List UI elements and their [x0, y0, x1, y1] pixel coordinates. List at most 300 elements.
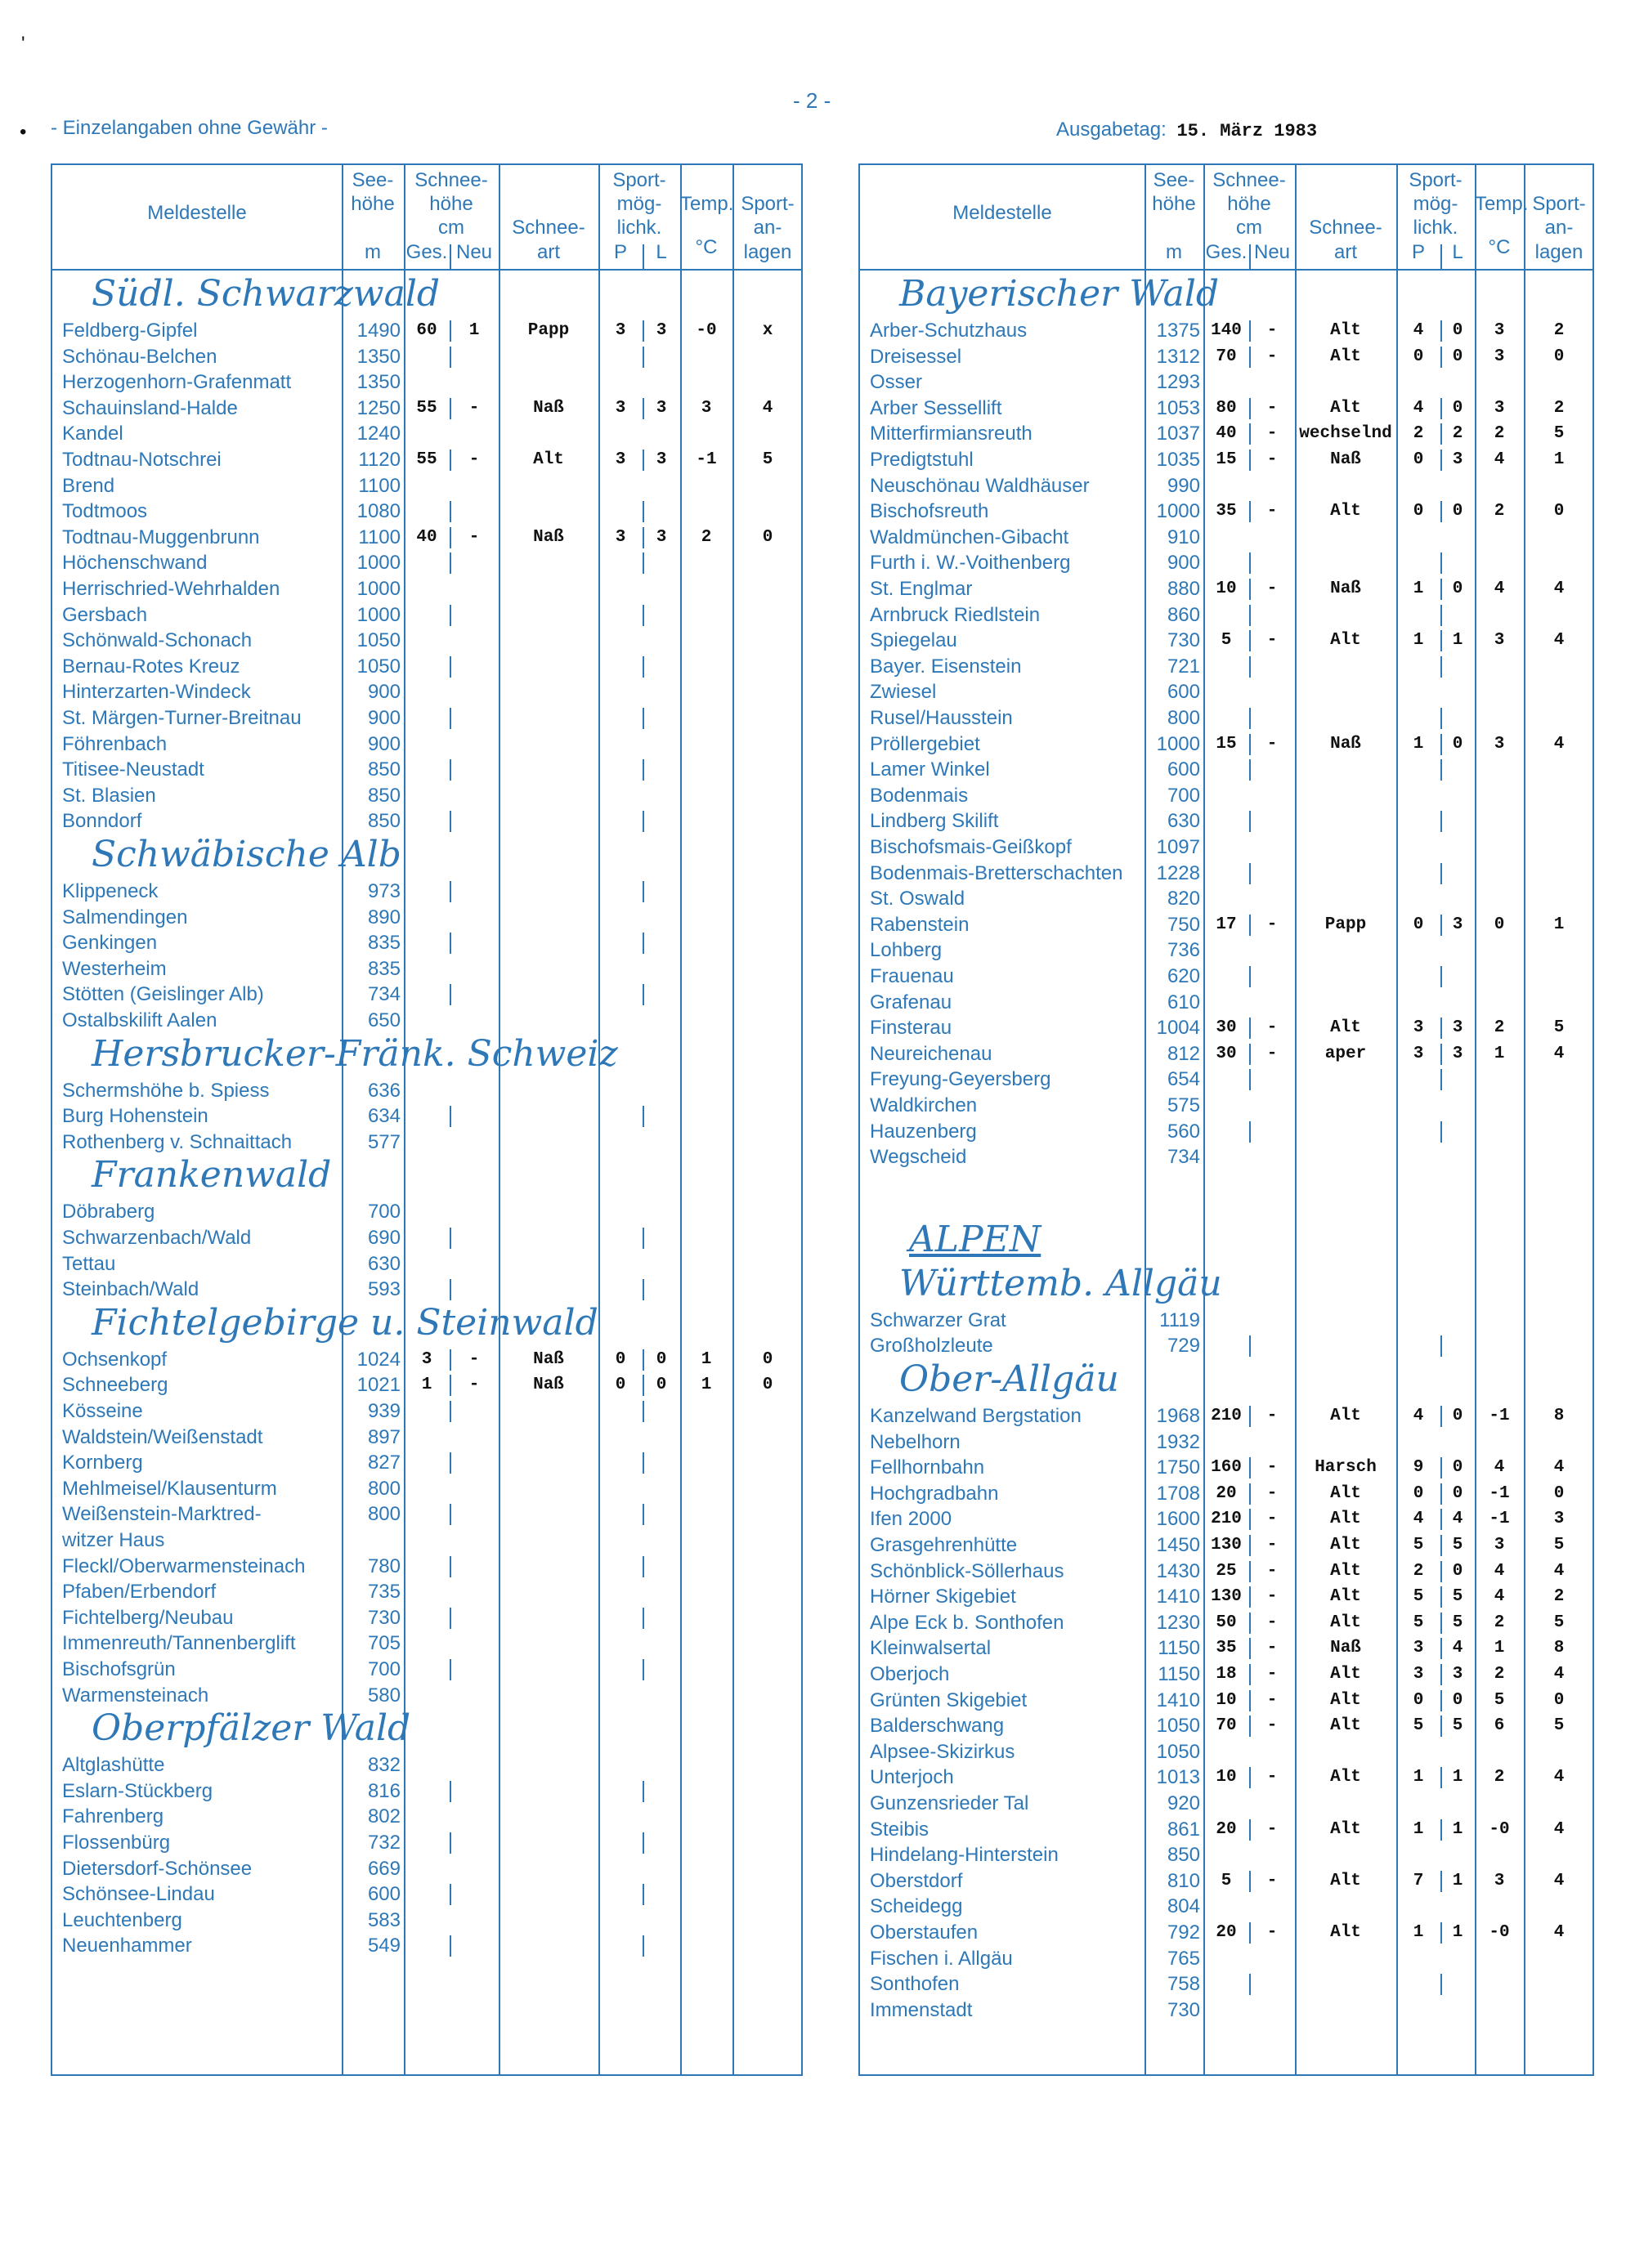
guide-tick — [1249, 966, 1251, 987]
column-header: See- — [352, 169, 394, 191]
guide-tick — [1249, 630, 1251, 651]
station-row — [52, 1199, 801, 1224]
section-heading: Fichtelgebirge u. Steinwald — [92, 1301, 598, 1344]
report-value: 1 — [468, 321, 480, 340]
section-heading: Frankenwald — [92, 1154, 332, 1197]
guide-tick — [1440, 398, 1442, 419]
station-row — [860, 757, 1592, 782]
station-name: Föhrenbach — [62, 732, 168, 755]
report-value: 55 — [416, 398, 437, 418]
report-value: - — [1266, 1639, 1278, 1658]
altitude-value: 800 — [367, 1503, 401, 1526]
guide-tick — [450, 501, 451, 522]
guide-tick — [1249, 1664, 1251, 1685]
station-row — [52, 1778, 801, 1804]
report-value: 70 — [1216, 1716, 1237, 1736]
report-value: 30 — [1216, 1044, 1237, 1063]
station-row — [52, 1251, 801, 1277]
report-value: 1 — [1413, 631, 1424, 651]
report-value: - — [1266, 450, 1278, 469]
report-value: - — [1266, 1018, 1278, 1038]
report-value: - — [1266, 1923, 1278, 1942]
report-value: 0 — [1452, 321, 1463, 340]
station-row — [52, 1398, 801, 1424]
station-name: Schönblick-Söllerhaus — [870, 1559, 1064, 1582]
report-value: 3 — [615, 450, 626, 469]
report-value: 5 — [1413, 1587, 1424, 1607]
altitude-value: 1932 — [1156, 1430, 1200, 1453]
guide-tick — [1249, 759, 1251, 781]
column-header: Ges. — [405, 241, 448, 263]
guide-tick — [1440, 1483, 1442, 1505]
station-row — [860, 937, 1592, 963]
station-row — [860, 1403, 1592, 1429]
guide-tick — [1440, 1871, 1442, 1892]
guide-tick — [1249, 1044, 1251, 1065]
altitude-value: 1000 — [356, 578, 401, 600]
station-row — [52, 879, 801, 904]
station-row — [860, 1868, 1592, 1894]
station-name: Schönau-Belchen — [62, 345, 217, 368]
report-value: 1 — [1452, 1923, 1463, 1942]
station-row — [860, 861, 1592, 886]
report-value: 2 — [1452, 424, 1463, 444]
section-heading: Ober-Allgäu — [899, 1358, 1119, 1400]
column-header: an- — [753, 217, 782, 239]
report-value: - — [1266, 579, 1278, 598]
guide-tick — [1440, 1586, 1442, 1608]
report-value: 5 — [1452, 1587, 1463, 1607]
station-name: Warmensteinach — [62, 1684, 209, 1707]
guide-tick — [450, 1349, 451, 1371]
snow-type-value: Alt — [1330, 1510, 1361, 1529]
facilities-value: 4 — [1553, 1923, 1565, 1942]
facilities-value: 5 — [1553, 1536, 1565, 1554]
altitude-value: 730 — [1167, 1998, 1200, 2021]
left-report-table — [51, 163, 803, 2076]
snow-type-value: Naß — [1330, 579, 1361, 598]
snow-type-value: Alt — [1330, 1768, 1361, 1787]
station-row — [52, 930, 801, 955]
station-name: Schneeberg — [62, 1374, 168, 1397]
facilities-value: 4 — [762, 398, 773, 418]
station-row — [860, 1455, 1592, 1480]
altitude-value: 1097 — [1156, 836, 1200, 858]
temperature-value: -0 — [696, 321, 717, 340]
snow-type-value: Alt — [1330, 1665, 1361, 1684]
guide-tick — [643, 1279, 644, 1300]
temperature-value: 3 — [1494, 1871, 1505, 1890]
guide-tick — [1249, 347, 1251, 368]
column-header: See- — [1153, 169, 1195, 191]
report-value: 15 — [1216, 450, 1237, 469]
facilities-value: 2 — [1553, 398, 1565, 418]
guide-tick — [1249, 1871, 1251, 1892]
guide-tick — [1440, 863, 1442, 884]
guide-tick — [643, 1452, 644, 1474]
guide-tick — [450, 984, 451, 1005]
altitude-value: 580 — [367, 1684, 401, 1707]
guide-tick — [450, 347, 451, 368]
station-name: Lindberg Skilift — [870, 810, 999, 833]
report-value: 5 — [1452, 1536, 1463, 1554]
guide-tick — [643, 1935, 644, 1957]
station-name: Immenstadt — [870, 1998, 973, 2021]
station-name: Schwarzer Grat — [870, 1308, 1006, 1331]
altitude-value: 827 — [367, 1452, 401, 1474]
report-value: - — [1266, 1458, 1278, 1478]
report-value: 3 — [1452, 1044, 1463, 1063]
station-row — [52, 1579, 801, 1604]
report-value: 10 — [1216, 1690, 1237, 1710]
altitude-value: 860 — [1167, 603, 1200, 626]
station-row — [860, 654, 1592, 679]
snow-type-value: Naß — [1330, 1639, 1361, 1658]
station-name: Bernau-Rotes Kreuz — [62, 655, 240, 678]
snow-type-value: Alt — [1330, 631, 1361, 651]
station-row — [52, 1554, 801, 1579]
altitude-value: 610 — [1167, 991, 1200, 1013]
station-row — [860, 1635, 1592, 1661]
altitude-value: 1250 — [356, 396, 401, 419]
station-row — [52, 1450, 801, 1475]
column-header: Ges. — [1205, 241, 1248, 263]
facilities-value: 5 — [1553, 1716, 1565, 1736]
snow-type-value: Naß — [533, 1376, 564, 1395]
report-value: 3 — [1413, 1044, 1424, 1063]
altitude-value: 850 — [1167, 1844, 1200, 1867]
station-row — [52, 1347, 801, 1372]
station-row — [52, 525, 801, 550]
altitude-value: 1100 — [358, 474, 401, 497]
station-name: Pröllergebiet — [870, 732, 980, 755]
report-value: 160 — [1211, 1458, 1242, 1478]
station-name: Steinbach/Wald — [62, 1278, 199, 1301]
report-value: 2 — [1413, 1561, 1424, 1581]
report-value: 3 — [615, 398, 626, 418]
station-name: Titisee-Neustadt — [62, 758, 204, 781]
station-row — [860, 602, 1592, 628]
report-value: - — [1266, 347, 1278, 366]
station-row — [860, 1713, 1592, 1738]
station-row — [860, 1333, 1592, 1358]
guide-tick — [450, 1832, 451, 1854]
column-header: Meldestelle — [147, 202, 247, 224]
station-row — [52, 1804, 801, 1829]
altitude-value: 593 — [367, 1278, 401, 1301]
guide-tick — [1440, 1690, 1442, 1711]
station-row — [52, 1103, 801, 1129]
guide-tick — [1440, 1664, 1442, 1685]
station-row — [860, 1119, 1592, 1144]
station-name: Altglashütte — [62, 1754, 165, 1777]
snow-type-value: Papp — [1324, 915, 1367, 934]
altitude-value: 730 — [367, 1606, 401, 1629]
station-name: Balderschwang — [870, 1715, 1005, 1738]
snow-type-value: Alt — [1330, 1923, 1361, 1942]
report-value: - — [468, 527, 480, 547]
altitude-value: 1350 — [356, 371, 401, 394]
station-name: St. Blasien — [62, 784, 156, 807]
station-name: Hörner Skigebiet — [870, 1586, 1016, 1608]
column-header: Schnee- — [414, 169, 488, 191]
station-name: Lamer Winkel — [870, 758, 990, 781]
altitude-value: 1004 — [1156, 1017, 1200, 1040]
guide-tick — [450, 759, 451, 781]
guide-tick — [1249, 1406, 1251, 1427]
station-name: Kandel — [62, 423, 123, 445]
station-name: Ochsenkopf — [62, 1348, 168, 1371]
report-value: 18 — [1216, 1665, 1237, 1684]
altitude-value: 736 — [1167, 939, 1200, 962]
station-name: Mehlmeisel/Klausenturm — [62, 1477, 277, 1500]
snow-type-value: Naß — [1330, 734, 1361, 754]
report-value: - — [1266, 1561, 1278, 1581]
station-name: Rusel/Hausstein — [870, 707, 1013, 729]
report-value: - — [1266, 321, 1278, 340]
station-name: Schwarzenbach/Wald — [62, 1227, 252, 1249]
guide-tick — [450, 1608, 451, 1629]
altitude-value: 630 — [367, 1252, 401, 1275]
altitude-value: 1410 — [1156, 1689, 1200, 1711]
altitude-value: 1450 — [1156, 1534, 1200, 1556]
guide-tick — [450, 1106, 451, 1127]
station-name: Alpsee-Skizirkus — [870, 1740, 1015, 1763]
report-value: - — [1266, 502, 1278, 521]
station-row — [860, 1559, 1592, 1584]
station-row — [52, 1372, 801, 1398]
station-name: Bodenmais-Bretterschachten — [870, 861, 1123, 884]
temperature-value: 4 — [1494, 1587, 1505, 1607]
report-value: - — [1266, 1510, 1278, 1529]
snow-type-value: Alt — [1330, 321, 1361, 340]
column-header: Temp. — [680, 193, 734, 215]
station-name: Waldstein/Weißenstadt — [62, 1425, 263, 1448]
altitude-value: 1490 — [356, 320, 401, 342]
station-name: Flossenbürg — [62, 1832, 171, 1854]
section-heading: Württemb. Allgäu — [899, 1262, 1222, 1304]
guide-tick — [643, 984, 644, 1005]
guide-tick — [1440, 1121, 1442, 1143]
station-row — [52, 318, 801, 343]
guide-tick — [450, 1375, 451, 1396]
column-header: L — [1452, 241, 1463, 263]
guide-tick — [1440, 1535, 1442, 1556]
guide-tick — [1440, 811, 1442, 832]
snow-type-value: Naß — [533, 398, 564, 418]
guide-tick — [450, 708, 451, 729]
altitude-value: 1050 — [356, 629, 401, 652]
report-value: 55 — [416, 450, 437, 469]
facilities-value: 4 — [1553, 1871, 1565, 1890]
guide-tick — [643, 656, 644, 678]
column-header: cm — [1236, 217, 1262, 239]
station-row — [52, 905, 801, 930]
temperature-value: 3 — [1494, 321, 1505, 340]
guide-tick — [1440, 450, 1442, 471]
snow-type-value: Naß — [533, 1349, 564, 1369]
altitude-value: 920 — [1167, 1792, 1200, 1814]
report-value: 10 — [1216, 579, 1237, 598]
station-row — [52, 1908, 801, 1933]
station-name: Furth i. W.-Voithenberg — [870, 552, 1071, 575]
report-value: 3 — [615, 527, 626, 547]
guide-tick — [1440, 630, 1442, 651]
column-header: lagen — [1534, 241, 1583, 263]
station-name: Grünten Skigebiet — [870, 1689, 1028, 1711]
station-name: witzer Haus — [62, 1529, 165, 1551]
temperature-value: 3 — [1494, 398, 1505, 418]
report-value: - — [1266, 1871, 1278, 1890]
guide-tick — [450, 933, 451, 954]
station-row — [860, 1584, 1592, 1609]
altitude-value: 732 — [367, 1832, 401, 1854]
guide-tick — [450, 1935, 451, 1957]
snow-type-value: Alt — [1330, 1536, 1361, 1554]
guide-tick — [1440, 734, 1442, 755]
issue-date-line — [1056, 119, 1317, 141]
temperature-value: 3 — [1494, 631, 1505, 651]
report-value: 3 — [656, 527, 667, 547]
guide-tick — [1440, 1069, 1442, 1090]
guide-tick — [1440, 423, 1442, 445]
station-name: Schönsee-Lindau — [62, 1883, 215, 1906]
altitude-value: 1035 — [1156, 449, 1200, 471]
altitude-value: 1293 — [1156, 371, 1200, 394]
facilities-value: 1 — [1553, 915, 1565, 934]
station-name: Salmendingen — [62, 906, 188, 928]
facilities-value: 0 — [762, 1349, 773, 1369]
station-row — [52, 1130, 801, 1155]
station-name: Stötten (Geislinger Alb) — [62, 983, 264, 1006]
report-value: 0 — [1413, 347, 1424, 366]
station-row — [860, 705, 1592, 731]
altitude-value: 973 — [367, 880, 401, 902]
altitude-value: 1750 — [1156, 1456, 1200, 1479]
station-row — [860, 1610, 1592, 1635]
station-row — [860, 550, 1592, 575]
altitude-value: 575 — [1167, 1094, 1200, 1116]
altitude-value: 634 — [367, 1105, 401, 1128]
temperature-value: 3 — [1494, 1536, 1505, 1554]
guide-tick — [643, 1375, 644, 1396]
guide-tick — [1249, 1335, 1251, 1357]
facilities-value: 4 — [1553, 1768, 1565, 1787]
altitude-value: 1240 — [356, 423, 401, 445]
guide-tick — [643, 320, 644, 342]
report-value: 5 — [1221, 631, 1232, 651]
altitude-value: 700 — [367, 1201, 401, 1223]
snow-type-value: Alt — [1330, 1587, 1361, 1607]
facilities-value: 5 — [1553, 424, 1565, 444]
altitude-value: 900 — [367, 681, 401, 704]
facilities-value: 2 — [1553, 1587, 1565, 1607]
temperature-value: -0 — [1489, 1819, 1510, 1839]
guide-tick — [450, 1504, 451, 1525]
guide-tick — [450, 552, 451, 574]
guide-tick — [1249, 1535, 1251, 1556]
column-header: m — [1166, 241, 1182, 263]
report-value: 5 — [1452, 1613, 1463, 1632]
guide-tick — [643, 1659, 644, 1680]
altitude-value: 800 — [1167, 707, 1200, 729]
station-row — [860, 1506, 1592, 1532]
column-header: lichk. — [616, 217, 662, 239]
guide-tick — [1249, 1069, 1251, 1090]
report-value: 210 — [1211, 1407, 1242, 1425]
guide-tick — [643, 708, 644, 729]
facilities-value: 4 — [1553, 734, 1565, 754]
report-value: - — [1266, 424, 1278, 444]
column-header: Sport- — [741, 193, 795, 215]
guide-tick — [1440, 1457, 1442, 1478]
station-row — [52, 1657, 801, 1682]
guide-tick — [450, 1556, 451, 1577]
station-row — [860, 576, 1592, 602]
station-name: Sonthofen — [870, 1973, 960, 1996]
station-row — [860, 1997, 1592, 2023]
facilities-value: 4 — [1553, 1561, 1565, 1581]
report-value: 60 — [416, 321, 437, 340]
report-value: 0 — [1452, 579, 1463, 598]
station-row — [860, 1842, 1592, 1868]
report-value: 3 — [1452, 450, 1463, 469]
guide-tick — [1249, 423, 1251, 445]
altitude-value: 600 — [1167, 681, 1200, 704]
station-name: Neureichenau — [870, 1042, 992, 1065]
station-row — [52, 956, 801, 982]
guide-tick — [450, 450, 451, 471]
column-header: Schnee- — [512, 217, 585, 239]
guide-tick — [643, 881, 644, 902]
guide-tick — [450, 811, 451, 832]
altitude-value: 1228 — [1156, 861, 1200, 884]
altitude-value: 734 — [367, 983, 401, 1006]
report-value: 0 — [656, 1349, 667, 1369]
report-value: 3 — [1413, 1639, 1424, 1658]
altitude-value: 812 — [1167, 1042, 1200, 1065]
station-row — [860, 964, 1592, 989]
guide-tick — [1440, 1716, 1442, 1737]
guide-tick — [1249, 1819, 1251, 1841]
station-name: Immenreuth/Tannenberglift — [62, 1632, 296, 1655]
column-header: Neu — [1253, 241, 1291, 263]
report-value: 130 — [1211, 1536, 1242, 1554]
altitude-value: 832 — [367, 1754, 401, 1777]
station-row — [52, 1856, 801, 1881]
guide-tick — [1249, 1767, 1251, 1788]
temperature-value: -0 — [1489, 1923, 1510, 1942]
station-row — [52, 982, 801, 1007]
station-name: Fleckl/Oberwarmensteinach — [62, 1554, 306, 1577]
report-value: - — [468, 398, 480, 418]
station-row — [860, 834, 1592, 860]
guide-tick — [1440, 501, 1442, 522]
guide-tick — [1249, 1922, 1251, 1944]
guide-tick — [643, 759, 644, 781]
altitude-value: 654 — [1167, 1068, 1200, 1091]
guide-tick — [450, 656, 451, 678]
facilities-value: 8 — [1553, 1639, 1565, 1658]
station-name: Rothenberg v. Schnaittach — [62, 1130, 293, 1153]
guide-tick — [1440, 552, 1442, 574]
altitude-value: 820 — [1167, 888, 1200, 910]
report-value: 0 — [1452, 1561, 1463, 1581]
station-row — [52, 1605, 801, 1631]
altitude-value: 1013 — [1156, 1766, 1200, 1789]
guide-tick — [1249, 1690, 1251, 1711]
report-value: - — [1266, 1716, 1278, 1736]
